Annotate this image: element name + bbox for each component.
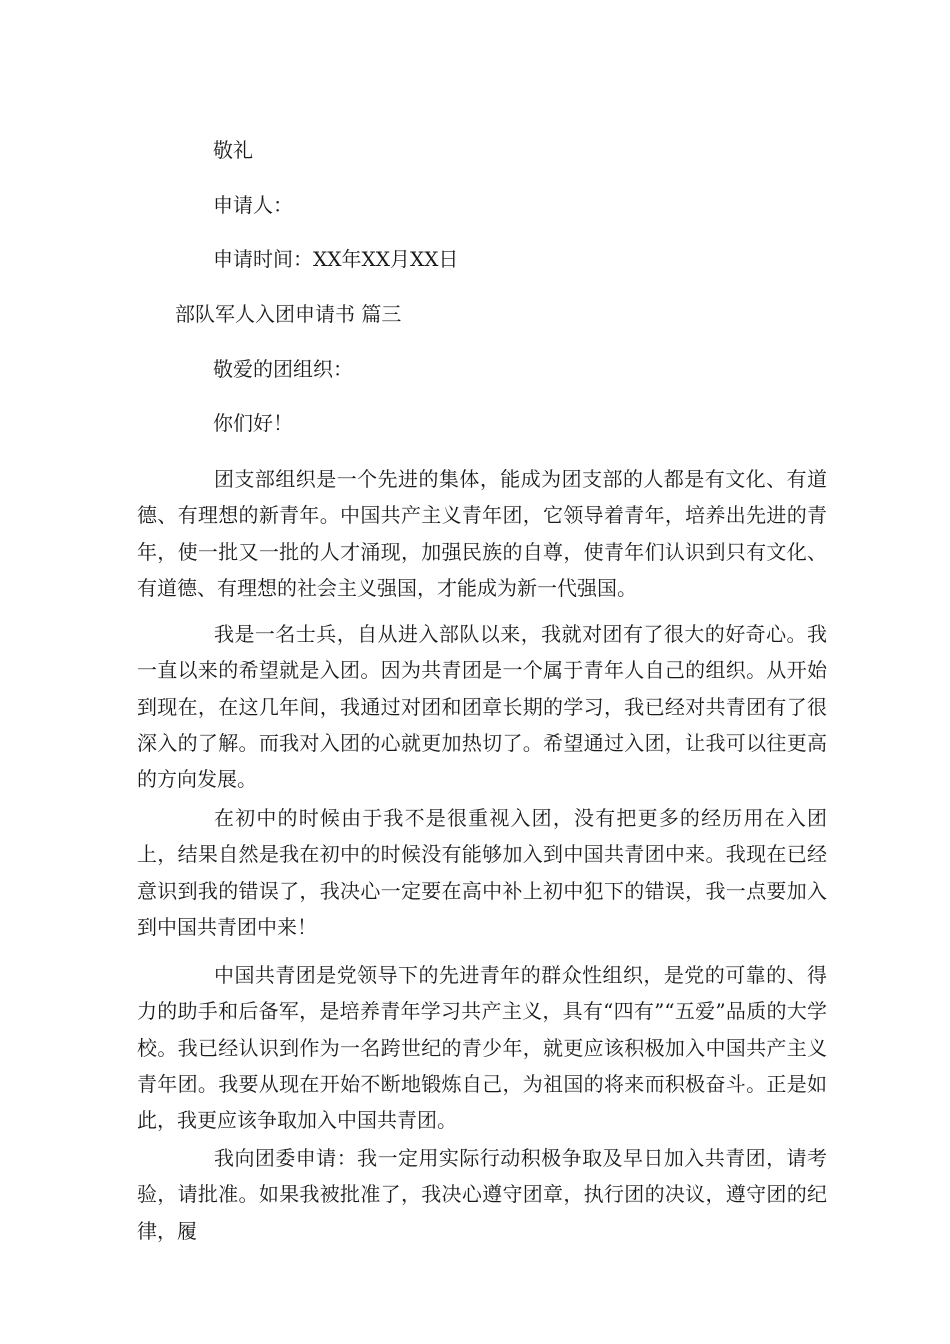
- section-title: 部队军人入团申请书 篇三: [175, 302, 402, 326]
- application-date: 申请时间：XX年XX月XX日: [213, 247, 459, 271]
- greeting: 你们好！: [213, 411, 293, 435]
- body-paragraph-3: 在初中的时候由于我不是很重视入团，没有把更多的经历用在入团上，结果自然是我在初中的时候没有能够加入到中国共青团中来。我现在已经意识到我的错误了，我决心一定要在高中补上初中犯下的错误，我一点要加入到中国共青团中来！: [137, 806, 827, 939]
- addressee: 敬爱的团组织：: [213, 357, 353, 381]
- body-paragraph-2: 我是一名士兵，自从进入部队以来，我就对团有了很大的好奇心。我一直以来的希望就是入团。因为共青团是一个属于青年人自己的组织。从开始到现在，在这几年间，我通过对团和团章长期的学习，我已经对共青团有了很深入的了解。而我对入团的心就更加热切了。希望通过入团，让我可以往更高的方向发展。: [137, 622, 827, 792]
- closing-salute: 敬礼: [213, 138, 253, 162]
- body-paragraph-4: 中国共青团是党领导下的先进青年的群众性组织，是党的可靠的、得力的助手和后备军，是培养青年学习共产主义，具有“四有”“五爱”品质的大学校。我已经认识到作为一名跨世纪的青少年，就更应该积极加入中国共产主义青年团。我要从现在开始不断地锻炼自己，为祖国的将来而积极奋斗。正是如此，我更应该争取加入中国共青团。: [137, 963, 827, 1133]
- body-paragraph-5: 我向团委申请：我一定用实际行动积极争取及早日加入共青团，请考验，请批准。如果我被批准了，我决心遵守团章，执行团的决议，遵守团的纪律，履: [137, 1146, 827, 1243]
- body-paragraph-1: 团支部组织是一个先进的集体，能成为团支部的人都是有文化、有道德、有理想的新青年。中国共产主义青年团，它领导着青年，培养出先进的青年，使一批又一批的人才涌现，加强民族的自尊，使青年们认识到只有文化、有道德、有理想的社会主义强国，才能成为新一代强国。: [137, 467, 827, 600]
- applicant-label: 申请人：: [213, 193, 293, 217]
